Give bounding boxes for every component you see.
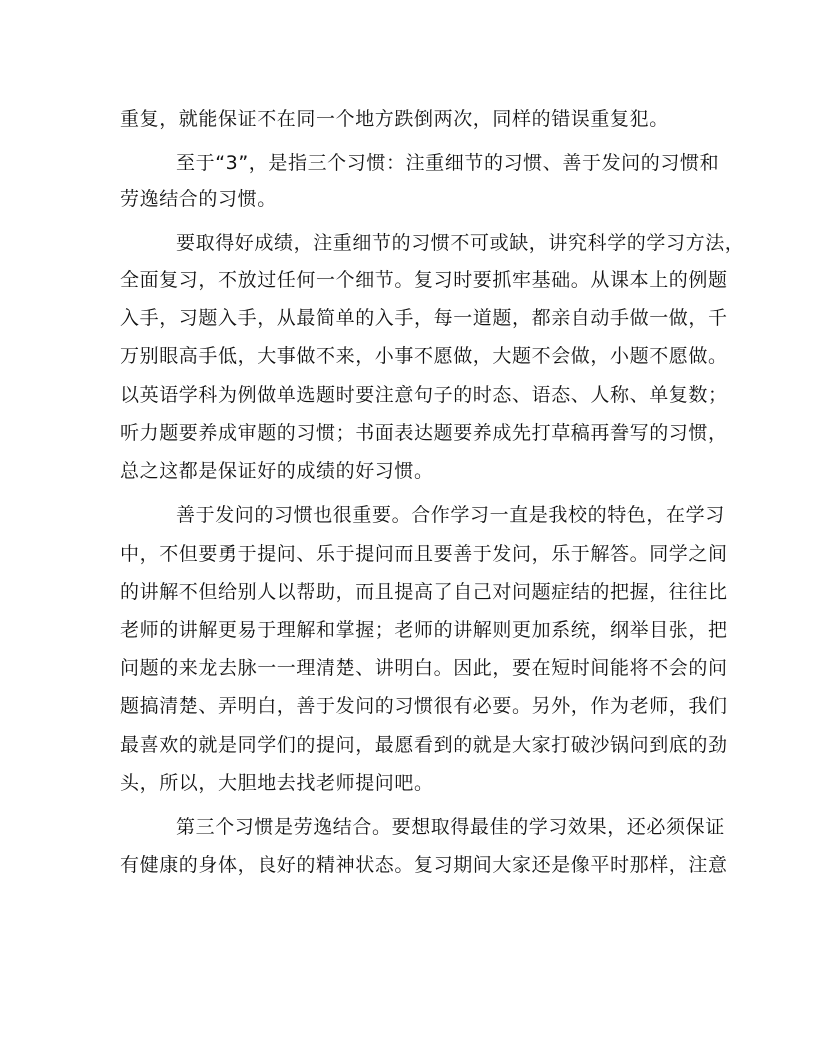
text-line: 中，不但要勇于提问、乐于提问而且要善于发问，乐于解答。同学之间 bbox=[120, 543, 728, 565]
text-line: 全面复习，不放过任何一个细节。复习时要抓牢基础。从课本上的例题 bbox=[120, 269, 728, 291]
text-line: 重复，就能保证不在同一个地方跌倒两次，同样的错误重复犯。 bbox=[120, 108, 669, 130]
text-line: 有健康的身体，良好的精神状态。复习期间大家还是像平时那样，注意 bbox=[120, 854, 728, 876]
text-line: 头，所以，大胆地去找老师提问吧。 bbox=[120, 772, 434, 794]
paragraph-start-line: 至于“3”，是指三个习惯：注重细节的习惯、善于发问的习惯和 bbox=[176, 152, 720, 174]
text-line: 以英语学科为例做单选题时要注意句子的时态、语态、人称、单复数； bbox=[120, 384, 728, 406]
text-line: 题搞清楚、弄明白，善于发问的习惯很有必要。另外，作为老师，我们 bbox=[120, 695, 728, 717]
text-line: 最喜欢的就是同学们的提问，最愿看到的就是大家打破沙锅问到底的劲 bbox=[120, 734, 728, 756]
text-line: 万别眼高手低，大事做不来，小事不愿做，大题不会做，小题不愿做。 bbox=[120, 345, 728, 367]
text-line: 入手，习题入手，从最简单的入手，每一道题，都亲自动手做一做，千 bbox=[120, 307, 728, 329]
text-line: 问题的来龙去脉一一理清楚、讲明白。因此，要在短时间能将不会的问 bbox=[120, 657, 728, 679]
text-line: 总之这都是保证好的成绩的好习惯。 bbox=[120, 460, 434, 482]
text-line: 老师的讲解更易于理解和掌握；老师的讲解则更加系统，纲举目张，把 bbox=[120, 619, 728, 641]
paragraph-start-line: 善于发问的习惯也很重要。合作学习一直是我校的特色，在学习 bbox=[176, 504, 725, 526]
paragraph-start-line: 第三个习惯是劳逸结合。要想取得最佳的学习效果，还必须保证 bbox=[176, 816, 725, 838]
text-line: 的讲解不但给别人以帮助，而且提高了自己对问题症结的把握，往往比 bbox=[120, 581, 728, 603]
paragraph-start-line: 要取得好成绩，注重细节的习惯不可或缺，讲究科学的学习方法， bbox=[176, 232, 745, 254]
text-line: 劳逸结合的习惯。 bbox=[120, 188, 277, 210]
text-line: 听力题要养成审题的习惯；书面表达题要养成先打草稿再誊写的习惯， bbox=[120, 422, 728, 444]
